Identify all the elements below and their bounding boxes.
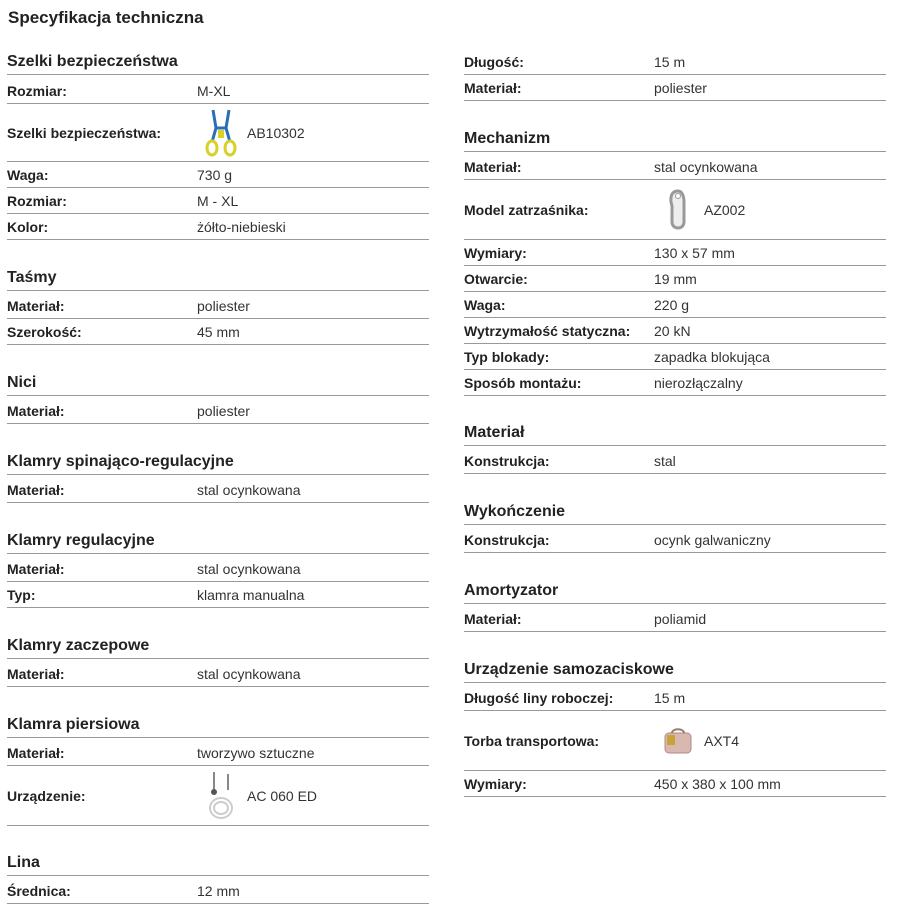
spec-label: Model zatrzaśnika: xyxy=(464,201,589,218)
spec-label: Materiał: xyxy=(464,158,522,175)
spec-row xyxy=(464,344,886,370)
spec-label: Materiał: xyxy=(464,610,522,627)
spec-row xyxy=(464,711,886,771)
spec-value: AZ002 xyxy=(704,201,746,218)
spec-label: Szerokość: xyxy=(7,323,82,340)
spec-value: 15 m xyxy=(654,689,686,706)
spec-value: 45 mm xyxy=(197,323,240,340)
spec-label: Konstrukcja: xyxy=(464,531,550,548)
spec-row xyxy=(7,104,429,162)
section-title-nici: Nici xyxy=(7,373,429,396)
spec-label: Materiał: xyxy=(464,79,522,96)
section-title-klamry-zaczepowe: Klamry zaczepowe xyxy=(7,636,429,659)
spec-value: poliamid xyxy=(654,610,707,627)
spec-row xyxy=(7,878,429,904)
spec-value: stal ocynkowana xyxy=(654,158,758,175)
spec-row xyxy=(7,556,429,582)
spec-row xyxy=(464,240,886,266)
spec-value: 19 mm xyxy=(654,270,697,287)
spec-label: Otwarcie: xyxy=(464,270,528,287)
spec-label: Długość: xyxy=(464,53,524,70)
section-title-material: Materiał xyxy=(464,423,886,446)
spec-row xyxy=(7,740,429,766)
spec-value: stal xyxy=(654,452,676,469)
spec-label: Materiał: xyxy=(7,297,65,314)
spec-value: stal ocynkowana xyxy=(197,560,301,577)
spec-row xyxy=(464,527,886,553)
spec-label: Materiał: xyxy=(7,744,65,761)
spec-value: AB10302 xyxy=(247,124,305,141)
spec-value: 20 kN xyxy=(654,322,691,339)
spec-label: Rozmiar: xyxy=(7,82,67,99)
section-title-wykonczenie: Wykończenie xyxy=(464,502,886,525)
spec-row xyxy=(464,75,886,101)
spec-row xyxy=(7,661,429,687)
spec-row xyxy=(464,606,886,632)
spec-label: Wytrzymałość statyczna: xyxy=(464,322,631,339)
spec-row xyxy=(7,293,429,319)
section-title-klamry-spinajaco-regulacyjne: Klamry spinająco-regulacyjne xyxy=(7,452,429,475)
section-title-amortyzator: Amortyzator xyxy=(464,581,886,604)
spec-value: nierozłączalny xyxy=(654,374,743,391)
section-title-lina: Lina xyxy=(7,853,429,876)
spec-label: Materiał: xyxy=(7,481,65,498)
spec-row xyxy=(7,319,429,345)
spec-row xyxy=(7,766,429,826)
spec-label: Materiał: xyxy=(7,560,65,577)
spec-label: Wymiary: xyxy=(464,775,527,792)
spec-row xyxy=(464,292,886,318)
spec-row xyxy=(464,318,886,344)
spec-label: Konstrukcja: xyxy=(464,452,550,469)
spec-row xyxy=(7,214,429,240)
harness-icon xyxy=(197,106,245,160)
spec-label: Materiał: xyxy=(7,665,65,682)
spec-label: Torba transportowa: xyxy=(464,732,600,749)
spec-label: Rozmiar: xyxy=(7,192,67,209)
spec-value: poliester xyxy=(197,297,250,314)
spec-value: stal ocynkowana xyxy=(197,481,301,498)
spec-label: Kolor: xyxy=(7,218,49,235)
spec-row xyxy=(464,448,886,474)
spec-value: stal ocynkowana xyxy=(197,665,301,682)
bag-icon xyxy=(654,713,702,769)
spec-row xyxy=(7,477,429,503)
spec-value: tworzywo sztuczne xyxy=(197,744,315,761)
spec-row xyxy=(464,771,886,797)
spec-row xyxy=(464,685,886,711)
spec-row xyxy=(464,266,886,292)
spec-value: 220 g xyxy=(654,296,690,313)
spec-value: 15 m xyxy=(654,53,686,70)
spec-label: Typ: xyxy=(7,586,36,603)
section-title-urzadzenie-samozaciskowe: Urządzenie samozaciskowe xyxy=(464,660,886,683)
spec-label: Szelki bezpieczeństwa: xyxy=(7,124,162,141)
section-title-klamry-regulacyjne: Klamry regulacyjne xyxy=(7,531,429,554)
spec-row xyxy=(464,154,886,180)
section-title-klamra-piersiowa: Klamra piersiowa xyxy=(7,715,429,738)
spec-label: Długość liny roboczej: xyxy=(464,689,614,706)
spec-label: Średnica: xyxy=(7,882,71,899)
section-title-mechanizm: Mechanizm xyxy=(464,129,886,152)
page-title: Specyfikacja techniczna xyxy=(8,8,204,27)
spec-value: 130 x 57 mm xyxy=(654,244,735,261)
spec-row xyxy=(7,188,429,214)
spec-value: 12 mm xyxy=(197,882,240,899)
spec-value: klamra manualna xyxy=(197,586,305,603)
spec-label: Wymiary: xyxy=(464,244,527,261)
spec-row xyxy=(7,162,429,188)
spec-value: 450 x 380 x 100 mm xyxy=(654,775,781,792)
section-title-tasmy: Taśmy xyxy=(7,268,429,291)
spec-row xyxy=(7,398,429,424)
spec-label: Waga: xyxy=(464,296,506,313)
spec-label: Urządzenie: xyxy=(7,787,86,804)
spec-value: ocynk galwaniczny xyxy=(654,531,771,548)
snap-hook-icon xyxy=(654,182,702,238)
spec-label: Waga: xyxy=(7,166,49,183)
spec-value: zapadka blokująca xyxy=(654,348,770,365)
rope-device-icon xyxy=(197,768,245,824)
spec-value: AXT4 xyxy=(704,732,740,749)
spec-value: M - XL xyxy=(197,192,239,209)
spec-value: AC 060 ED xyxy=(247,787,318,804)
spec-row xyxy=(464,180,886,240)
section-title-szelki-bezpieczenstwa: Szelki bezpieczeństwa xyxy=(7,52,429,75)
spec-value: M-XL xyxy=(197,82,231,99)
spec-row xyxy=(464,49,886,75)
spec-row xyxy=(464,370,886,396)
spec-value: 730 g xyxy=(197,166,233,183)
spec-row xyxy=(7,582,429,608)
spec-label: Sposób montażu: xyxy=(464,374,582,391)
spec-label: Typ blokady: xyxy=(464,348,550,365)
spec-value: żółto-niebieski xyxy=(197,218,286,235)
spec-row xyxy=(7,78,429,104)
spec-value: poliester xyxy=(197,402,250,419)
spec-value: poliester xyxy=(654,79,707,96)
spec-label: Materiał: xyxy=(7,402,65,419)
